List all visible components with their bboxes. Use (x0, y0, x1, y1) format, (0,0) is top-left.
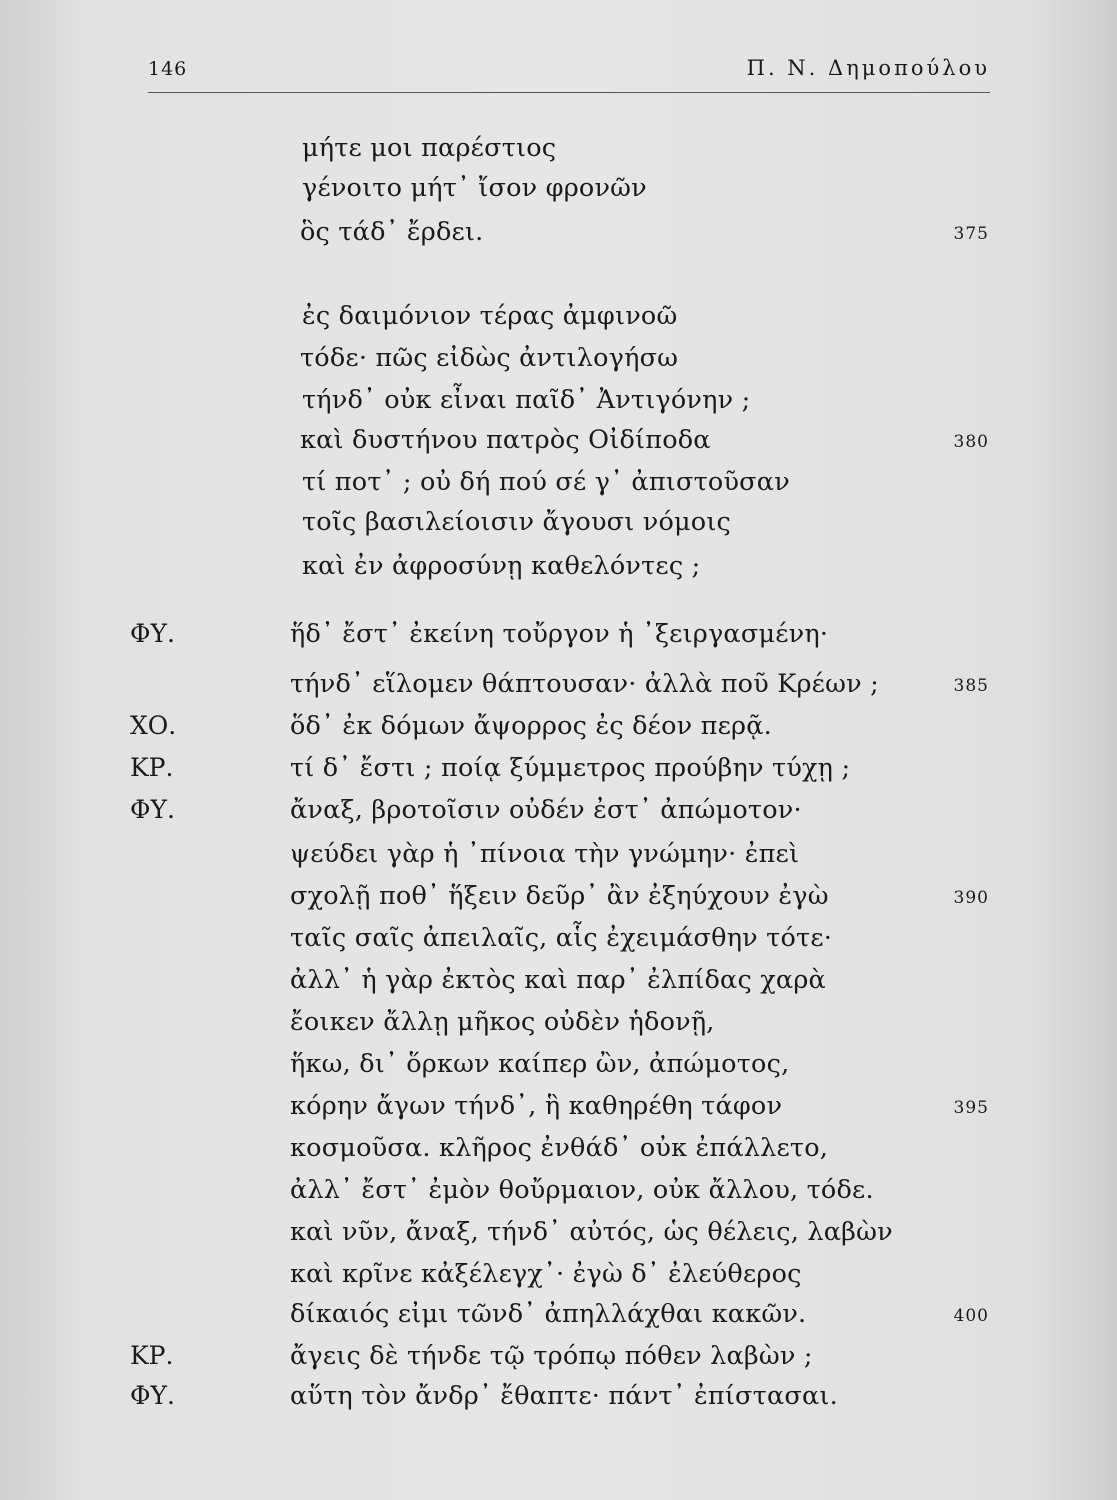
line-number: 375 (953, 224, 989, 244)
verse-line (0, 1336, 1117, 1376)
verse-text: καὶ νῦν, ἄναξ, τήνδ᾽ αὐτός, ὡς θέλεις, λαβὼν (290, 1217, 893, 1247)
verse-text: τί δ᾽ ἔστι ; ποίᾳ ξύμμετρος προύβην τύχῃ ; (290, 753, 851, 783)
verse-text: τί ποτ᾽ ; οὐ δή πού σέ γ᾽ ἀπιστοῦσαν (302, 467, 790, 497)
verse-text: ἀλλ᾽ ἡ γὰρ ἐκτὸς καὶ παρ᾽ ἐλπίδας χαρὰ (290, 965, 826, 995)
line-number: 400 (953, 1306, 989, 1326)
verse-text: ἔοικεν ἄλλῃ μῆκος οὐδὲν ἡδονῇ, (290, 1007, 715, 1037)
verse-text: καὶ κρῖνε κἀξέλεγχ᾽· ἐγὼ δ᾽ ἐλεύθερος (290, 1259, 802, 1289)
verse-line (0, 128, 1117, 168)
verse-line (0, 1086, 1117, 1126)
verse-text: τοῖς βασιλείοισιν ἄγουσι νόμοις (302, 507, 732, 537)
verse-line (0, 380, 1117, 420)
line-number: 390 (953, 888, 989, 908)
verse-text: ἐς δαιμόνιον τέρας ἀμφινοῶ (302, 301, 678, 331)
verse-line (0, 664, 1117, 704)
verse-text: ἄγεις δὲ τήνδε τῷ τρόπῳ πόθεν λαβὼν ; (290, 1341, 813, 1371)
line-number: 395 (953, 1098, 989, 1118)
line-number: 380 (953, 432, 989, 452)
verse-line (0, 1128, 1117, 1168)
verse-text: ταῖς σαῖς ἀπειλαῖς, αἷς ἐχειμάσθην τότε· (290, 923, 833, 953)
verse-text: τήνδ᾽ εἵλομεν θάπτουσαν· ἀλλὰ ποῦ Κρέων ; (290, 669, 879, 699)
verse-text: μήτε μοι παρέστιος (302, 133, 557, 163)
verse-line (0, 1044, 1117, 1084)
line-number: 385 (953, 676, 989, 696)
verse-line (0, 1212, 1117, 1252)
verse-line (0, 1002, 1117, 1042)
speaker-label: ΦΥ. (130, 795, 175, 824)
verse-line (0, 876, 1117, 916)
verse-text: ὅδ᾽ ἐκ δόμων ἄψορρος ἐς δέον περᾷ. (290, 711, 772, 741)
verse-line (0, 1254, 1117, 1294)
verse-line (0, 546, 1117, 586)
verse-line (0, 748, 1117, 788)
verse-text: γένοιτο μήτ᾽ ἴσον φρονῶν (302, 173, 647, 203)
verse-text: καὶ ἐν ἀφροσύνῃ καθελόντες ; (302, 551, 701, 581)
verse-line (0, 462, 1117, 502)
verse-line (0, 706, 1117, 746)
verse-line (0, 1170, 1117, 1210)
speaker-label: ΚΡ. (130, 753, 174, 782)
verse-line (0, 918, 1117, 958)
verse-line (0, 614, 1117, 654)
verse-text: κόρην ἄγων τήνδ᾽, ἣ καθηρέθη τάφον (290, 1091, 783, 1121)
verse-line (0, 960, 1117, 1000)
speaker-label: ΧΟ. (130, 711, 177, 740)
verse-text: ἥκω, δι᾽ ὅρκων καίπερ ὢν, ἀπώμοτος, (290, 1049, 790, 1079)
verse-line (0, 296, 1117, 336)
verse-text: καὶ δυστήνου πατρὸς Οἰδίποδα (300, 425, 711, 455)
speaker-label: ΦΥ. (130, 1381, 175, 1410)
verse-text: ἥδ᾽ ἔστ᾽ ἐκείνη τοὔργον ἡ ᾽ξειργασμένη· (290, 619, 829, 649)
page-number: 146 (148, 58, 188, 80)
speaker-label: ΚΡ. (130, 1341, 174, 1370)
verse-line (0, 1376, 1117, 1416)
speaker-label: ΦΥ. (130, 619, 175, 648)
verse-line (0, 420, 1117, 460)
verse-text: ἄναξ, βροτοῖσιν οὐδέν ἐστ᾽ ἀπώμοτον· (290, 795, 802, 825)
verse-text: τόδε· πῶς εἰδὼς ἀντιλογήσω (300, 343, 679, 373)
verse-text: ψεύδει γὰρ ἡ ᾽πίνοια τὴν γνώμην· ἐπεὶ (290, 839, 800, 869)
verse-line (0, 338, 1117, 378)
verse-text: αὕτη τὸν ἄνδρ᾽ ἔθαπτε· πάντ᾽ ἐπίστασαι. (290, 1381, 838, 1411)
verse-text: ὃς τάδ᾽ ἔρδει. (300, 217, 484, 247)
verse-text: κοσμοῦσα. κλῆρος ἐνθάδ᾽ οὐκ ἐπάλλετο, (290, 1133, 829, 1163)
verse-line (0, 168, 1117, 208)
verse-text: ἀλλ᾽ ἔστ᾽ ἐμὸν θοὔρμαιον, οὐκ ἄλλου, τόδε. (290, 1175, 874, 1205)
verse-text: δίκαιός εἰμι τῶνδ᾽ ἀπηλλάχθαι κακῶν. (290, 1299, 807, 1329)
running-head: Π. Ν. Δημοπούλου (746, 56, 990, 80)
verse-line (0, 1294, 1117, 1334)
verse-line (0, 502, 1117, 542)
page-header (148, 52, 990, 93)
verse-line (0, 790, 1117, 830)
verse-line (0, 212, 1117, 252)
verse-text: σχολῇ ποθ᾽ ἥξειν δεῦρ᾽ ἂν ἐξηύχουν ἐγὼ (290, 881, 829, 911)
verse-text: τήνδ᾽ οὐκ εἶναι παῖδ᾽ Ἀντιγόνην ; (302, 385, 751, 415)
verse-line (0, 834, 1117, 874)
